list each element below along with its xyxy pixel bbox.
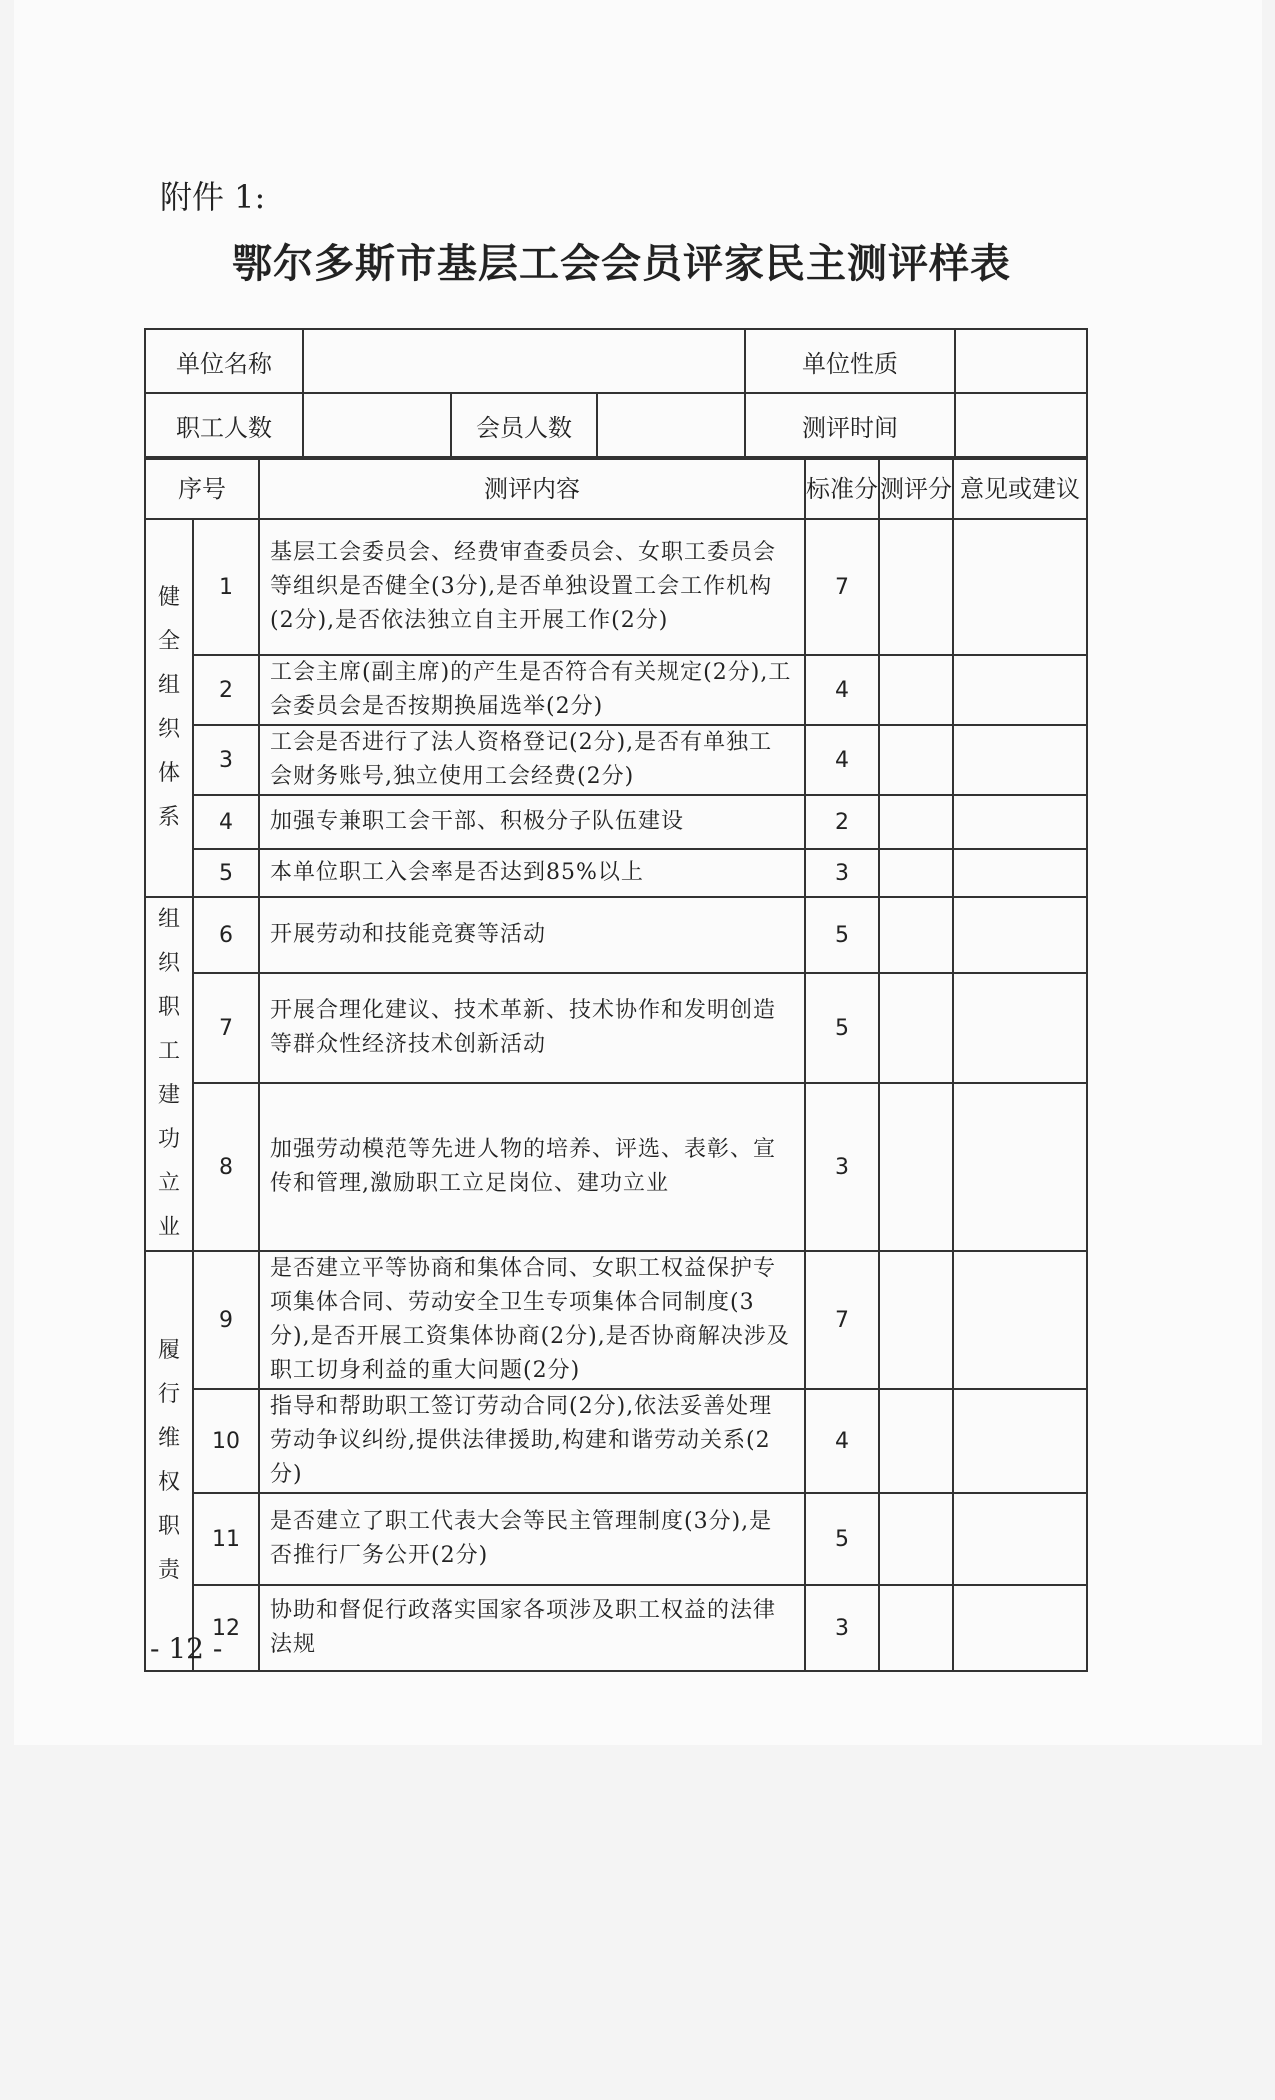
table-row <box>145 655 1087 725</box>
table-row <box>145 519 1087 655</box>
row-number: 3 <box>193 725 259 795</box>
col-header-content: 测评内容 <box>259 459 805 519</box>
page-number: - 12 - <box>150 1632 223 1665</box>
row-content: 是否建立了职工代表大会等民主管理制度(3分),是否推行厂务公开(2分) <box>259 1493 805 1585</box>
row-score-field[interactable] <box>879 1389 953 1493</box>
row-content: 加强劳动模范等先进人物的培养、评选、表彰、宣传和管理,激励职工立足岗位、建功立业 <box>259 1083 805 1251</box>
row-opinion-field[interactable] <box>953 973 1087 1083</box>
row-opinion-field[interactable] <box>953 519 1087 655</box>
table-row <box>145 1083 1087 1251</box>
row-score-field[interactable] <box>879 849 953 897</box>
col-header-standard: 标准分 <box>805 459 879 519</box>
category-label: 健 全 组 织 体 系 <box>145 519 193 897</box>
row-standard-score: 5 <box>805 1493 879 1585</box>
eval-time-label: 测评时间 <box>745 393 955 457</box>
row-number: 4 <box>193 795 259 849</box>
row-content: 基层工会委员会、经费审查委员会、女职工委员会等组织是否健全(3分),是否单独设置工会工作机构(2分),是否依法独立自主开展工作(2分) <box>259 519 805 655</box>
unit-nature-label: 单位性质 <box>745 329 955 393</box>
table-row <box>145 1493 1087 1585</box>
table-row <box>145 973 1087 1083</box>
eval-time-field[interactable] <box>955 393 1087 457</box>
row-score-field[interactable] <box>879 519 953 655</box>
row-opinion-field[interactable] <box>953 1389 1087 1493</box>
row-content: 本单位职工入会率是否达到85%以上 <box>259 849 805 897</box>
row-opinion-field[interactable] <box>953 1585 1087 1671</box>
table-row <box>145 1251 1087 1389</box>
row-standard-score: 3 <box>805 1585 879 1671</box>
row-number: 5 <box>193 849 259 897</box>
row-number: 2 <box>193 655 259 725</box>
row-score-field[interactable] <box>879 1083 953 1251</box>
unit-name-field[interactable] <box>303 329 745 393</box>
col-header-score: 测评分 <box>879 459 953 519</box>
row-standard-score: 4 <box>805 725 879 795</box>
row-content: 工会主席(副主席)的产生是否符合有关规定(2分),工会委员会是否按期换届选举(2分) <box>259 655 805 725</box>
row-opinion-field[interactable] <box>953 1083 1087 1251</box>
row-standard-score: 5 <box>805 897 879 973</box>
row-opinion-field[interactable] <box>953 655 1087 725</box>
row-opinion-field[interactable] <box>953 849 1087 897</box>
staff-count-label: 职工人数 <box>145 393 303 457</box>
evaluation-table <box>144 458 1088 1672</box>
staff-count-field[interactable] <box>303 393 451 457</box>
row-standard-score: 4 <box>805 655 879 725</box>
category-label: 履 行 维 权 职 责 <box>145 1251 193 1671</box>
table-row <box>145 1585 1087 1671</box>
row-opinion-field[interactable] <box>953 1493 1087 1585</box>
row-opinion-field[interactable] <box>953 1251 1087 1389</box>
row-score-field[interactable] <box>879 1493 953 1585</box>
row-number: 11 <box>193 1493 259 1585</box>
table-row <box>145 795 1087 849</box>
row-number: 9 <box>193 1251 259 1389</box>
row-standard-score: 7 <box>805 1251 879 1389</box>
row-number: 10 <box>193 1389 259 1493</box>
row-standard-score: 2 <box>805 795 879 849</box>
document-title: 鄂尔多斯市基层工会会员评家民主测评样表 <box>232 240 1011 287</box>
table-row <box>145 897 1087 973</box>
row-number: 1 <box>193 519 259 655</box>
row-content: 指导和帮助职工签订劳动合同(2分),依法妥善处理劳动争议纠纷,提供法律援助,构建和谐劳动关系(2分) <box>259 1389 805 1493</box>
row-score-field[interactable] <box>879 655 953 725</box>
col-header-seq: 序号 <box>145 459 259 519</box>
table-row <box>145 849 1087 897</box>
row-number: 12 <box>193 1585 259 1671</box>
row-standard-score: 3 <box>805 849 879 897</box>
row-number: 6 <box>193 897 259 973</box>
row-standard-score: 7 <box>805 519 879 655</box>
row-opinion-field[interactable] <box>953 897 1087 973</box>
row-score-field[interactable] <box>879 1251 953 1389</box>
row-content: 协助和督促行政落实国家各项涉及职工权益的法律法规 <box>259 1585 805 1671</box>
row-score-field[interactable] <box>879 725 953 795</box>
unit-name-label: 单位名称 <box>145 329 303 393</box>
row-score-field[interactable] <box>879 795 953 849</box>
row-opinion-field[interactable] <box>953 725 1087 795</box>
attachment-label: 附件 1: <box>160 178 266 216</box>
member-count-field[interactable] <box>597 393 745 457</box>
row-content: 开展劳动和技能竞赛等活动 <box>259 897 805 973</box>
category-label: 组 织 职 工 建 功 立 业 <box>145 897 193 1251</box>
row-content: 开展合理化建议、技术革新、技术协作和发明创造等群众性经济技术创新活动 <box>259 973 805 1083</box>
member-count-label: 会员人数 <box>451 393 597 457</box>
unit-info-table <box>144 328 1088 458</box>
row-standard-score: 4 <box>805 1389 879 1493</box>
row-number: 8 <box>193 1083 259 1251</box>
row-standard-score: 3 <box>805 1083 879 1251</box>
table-row <box>145 1389 1087 1493</box>
row-number: 7 <box>193 973 259 1083</box>
unit-nature-field[interactable] <box>955 329 1087 393</box>
row-content: 工会是否进行了法人资格登记(2分),是否有单独工会财务账号,独立使用工会经费(2分) <box>259 725 805 795</box>
row-content: 加强专兼职工会干部、积极分子队伍建设 <box>259 795 805 849</box>
col-header-opinion: 意见或建议 <box>953 459 1087 519</box>
row-score-field[interactable] <box>879 897 953 973</box>
row-content: 是否建立平等协商和集体合同、女职工权益保护专项集体合同、劳动安全卫生专项集体合同制度(3分),是否开展工资集体协商(2分),是否协商解决涉及职工切身利益的重大问题(2分) <box>259 1251 805 1389</box>
row-opinion-field[interactable] <box>953 795 1087 849</box>
table-row <box>145 725 1087 795</box>
row-standard-score: 5 <box>805 973 879 1083</box>
row-score-field[interactable] <box>879 973 953 1083</box>
row-score-field[interactable] <box>879 1585 953 1671</box>
